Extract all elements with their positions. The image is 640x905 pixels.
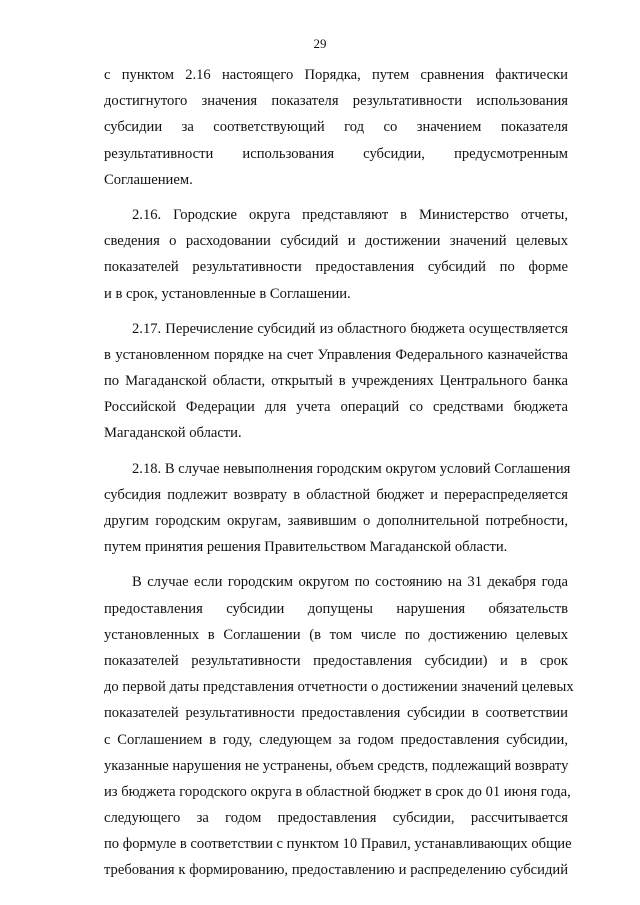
- paragraph: [104, 456, 571, 561]
- text-line: с Соглашением в году, следующем за годом предоставления субсидии,: [104, 731, 568, 748]
- text-line: показателей результативности предоставления субсидии в соответствии: [104, 705, 568, 722]
- paragraph: [104, 202, 568, 307]
- text-line: из бюджета городского округа в областной бюджет в срок до 01 июня года,: [104, 783, 571, 800]
- document-body: [104, 62, 574, 884]
- text-line: показателей результативности предоставления субсидии) и в срок: [104, 652, 568, 669]
- paragraph: [104, 316, 568, 447]
- text-line: 2.16. Городские округа представляют в Министерство отчеты,: [132, 206, 568, 223]
- text-line: субсидии за соответствующий год со значением показателя: [104, 119, 568, 136]
- text-line: и в срок, установленные в Соглашении.: [104, 285, 351, 302]
- paragraph: [104, 569, 574, 883]
- paragraph-gap: [104, 193, 568, 202]
- text-line: сведения о расходовании субсидий и достижении значений целевых: [104, 233, 568, 250]
- text-line: путем принятия решения Правительством Магаданской области.: [104, 539, 508, 556]
- text-line: Российской Федерации для учета операций со средствами бюджета: [104, 399, 568, 416]
- text-line: по формуле в соответствии с пунктом 10 Правил, устанавливающих общие: [104, 836, 572, 853]
- paragraph-gap: [104, 560, 568, 569]
- paragraph-gap: [104, 447, 568, 456]
- text-line: указанные нарушения не устранены, объем средств, подлежащий возврату: [104, 757, 569, 774]
- text-line: 2.17. Перечисление субсидий из областного бюджета осуществляется: [132, 320, 568, 337]
- text-line: 2.18. В случае невыполнения городским округом условий Соглашения: [132, 460, 571, 477]
- text-line: следующего за годом предоставления субсидии, рассчитывается: [104, 810, 568, 827]
- text-line: предоставления субсидии допущены нарушения обязательств: [104, 600, 568, 617]
- page-number: 29: [313, 36, 327, 51]
- text-line: В случае если городским округом по состоянию на 31 декабря года: [132, 574, 568, 591]
- text-line: до первой даты представления отчетности о достижении значений целевых: [104, 679, 574, 696]
- text-line: в установленном порядке на счет Управления Федерального казначейства: [104, 346, 568, 363]
- text-line: другим городским округам, заявившим о дополнительной потребности,: [104, 513, 568, 529]
- text-line: установленных в Соглашении (в том числе по достижению целевых: [104, 626, 568, 643]
- text-line: достигнутого значения показателя результативности использования: [104, 93, 568, 110]
- text-line: показателей результативности предоставления субсидий по форме: [104, 259, 568, 276]
- text-line: с пунктом 2.16 настоящего Порядка, путем сравнения фактически: [104, 67, 568, 83]
- text-line: результативности использования субсидии, предусмотренным: [104, 145, 568, 162]
- paragraph: [104, 62, 568, 193]
- text-line: по Магаданской области, открытый в учреждениях Центрального банка: [104, 373, 568, 390]
- text-line: субсидия подлежит возврату в областной бюджет и перераспределяется: [104, 486, 568, 503]
- text-line: Магаданской области.: [104, 425, 242, 442]
- text-line: требования к формированию, предоставлению и распределению субсидий: [104, 862, 568, 879]
- text-line: Соглашением.: [104, 171, 193, 188]
- paragraph-gap: [104, 307, 568, 316]
